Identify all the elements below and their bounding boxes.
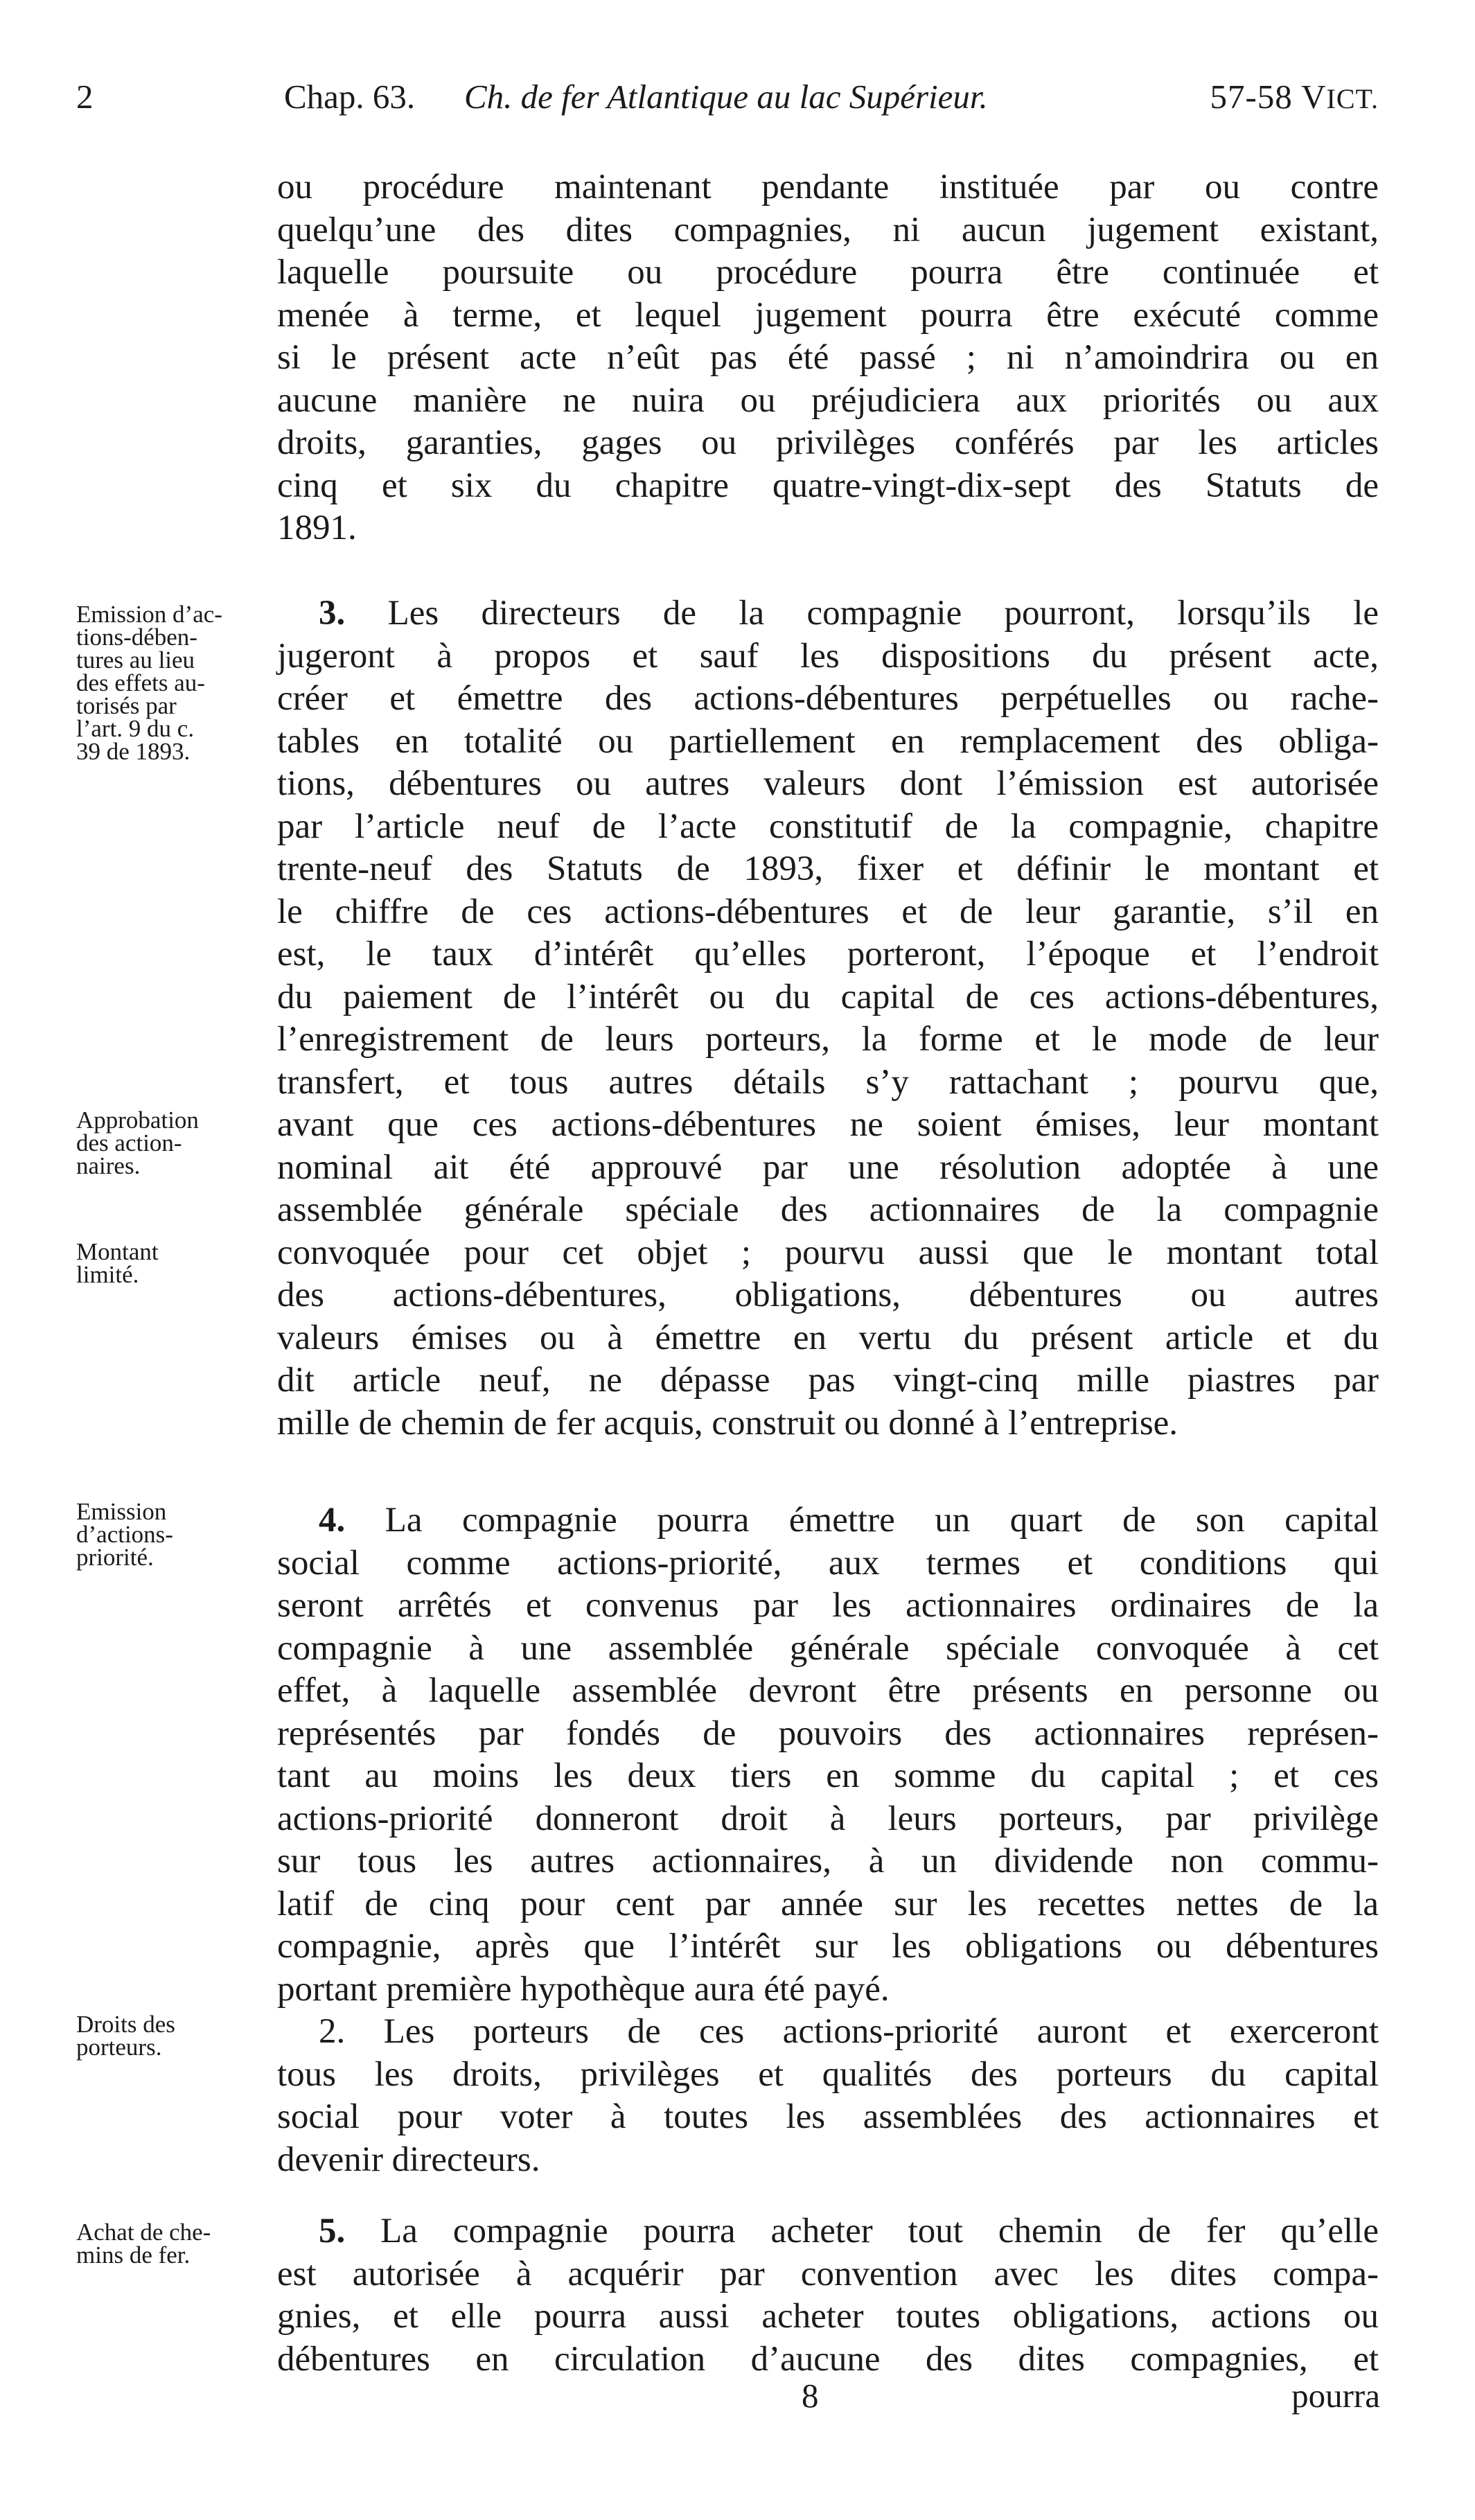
- catchword: pourra: [1291, 2377, 1380, 2415]
- text-line: tant au moins les deux tiers en somme du capital ; et ces: [277, 1756, 1379, 1795]
- text-line: débentures en circulation d’aucune des dites compagnies, et: [277, 2339, 1379, 2379]
- text-line: est autorisée à acquérir par convention avec les dites compa-: [277, 2254, 1379, 2293]
- section-3: [277, 592, 1379, 1445]
- section-number: 5.: [319, 2212, 346, 2250]
- text-line: effet, à laquelle assemblée devront être présents en personne ou: [277, 1671, 1379, 1710]
- text-line: latif de cinq pour cent par année sur les recettes nettes de la: [277, 1884, 1379, 1923]
- text-line: sur tous les autres actionnaires, à un dividende non commu-: [277, 1842, 1379, 1880]
- running-header: [76, 69, 1379, 125]
- text-line: actions-priorité donneront droit à leurs porteurs, par privilège: [277, 1799, 1379, 1838]
- text-line: aucune manière ne nuira ou préjudiciera aux priorités ou aux: [277, 380, 1379, 420]
- signature-mark: 8: [802, 2377, 819, 2415]
- page-number: 2: [76, 78, 94, 116]
- text-line: l’enregistrement de leurs porteurs, la forme et le mode de leur: [277, 1020, 1379, 1059]
- text-line: trente-neuf des Statuts de 1893, fixer et définir le montant et: [277, 849, 1379, 888]
- text-line: par l’article neuf de l’acte constitutif de la compagnie, chapitre: [277, 807, 1379, 846]
- text-line: mille de chemin de fer acquis, construit ou donné à l’entreprise.: [277, 1403, 1178, 1443]
- text-line: social comme actions-priorité, aux termes et conditions qui: [277, 1543, 1379, 1583]
- text-line: dit article neuf, ne dépasse pas vingt-cinq mille piastres par: [277, 1361, 1379, 1400]
- text-line: ou procédure maintenant pendante instituée par ou contre: [277, 168, 1379, 206]
- text-line: compagnie à une assemblée générale spéciale convoquée à cet: [277, 1628, 1379, 1668]
- text-line: représentés par fondés de pouvoirs des actionnaires représen-: [277, 1713, 1379, 1753]
- text-line: assemblée générale spéciale des actionnaires de la compagnie: [277, 1190, 1379, 1229]
- text-line: 1891.: [277, 509, 357, 547]
- text-line: 3. Les directeurs de la compagnie pourront, lorsqu’ils le: [319, 594, 1379, 633]
- chapter-label: Chap. 63.: [284, 78, 416, 116]
- running-title: Ch. de fer Atlantique au lac Supérieur.: [464, 78, 988, 116]
- text-line: compagnie, après que l’intérêt sur les obligations ou débentures: [277, 1927, 1379, 1966]
- text-line: si le présent acte n’eût pas été passé ; ni n’amoindrira ou en: [277, 338, 1379, 377]
- text-line: social pour voter à toutes les assemblées des actionnaires et: [277, 2097, 1379, 2136]
- section-number: 4.: [319, 1501, 346, 1540]
- regnal-year: 57-58 VICT.: [1210, 78, 1379, 116]
- text-line: créer et émettre des actions-débentures perpétuelles ou rache-: [277, 679, 1379, 718]
- text-line: avant que ces actions-débentures ne soient émises, leur montant: [277, 1105, 1379, 1144]
- text-line: 5. La compagnie pourra acheter tout chemin de fer qu’elle: [319, 2212, 1379, 2250]
- marginal-note-achat: Achat de che- mins de fer.: [76, 2219, 211, 2268]
- intro-paragraph: [277, 166, 1379, 550]
- text-line: menée à terme, et lequel jugement pourra être exécuté comme: [277, 295, 1379, 335]
- subsection-2-line: 2. Les porteurs de ces actions-priorité auront et exerceront: [319, 2012, 1379, 2051]
- text-line: 4. La compagnie pourra émettre un quart de son capital: [319, 1501, 1379, 1540]
- section-4: [277, 1499, 1379, 2181]
- text-line: est, le taux d’intérêt qu’elles porteront, l’époque et l’endroit: [277, 935, 1379, 973]
- marginal-note-emission-priorite: Emission d’actions- priorité.: [76, 1498, 173, 1571]
- text-line: laquelle poursuite ou procédure pourra être continuée et: [277, 253, 1379, 292]
- text-line: jugeront à propos et sauf les dispositions du présent acte,: [277, 636, 1379, 676]
- section-5: [277, 2210, 1379, 2381]
- text-line: seront arrêtés et convenus par les actionnaires ordinaires de la: [277, 1586, 1379, 1625]
- text-line: devenir directeurs.: [277, 2140, 540, 2179]
- marginal-note-montant: Montant limité.: [76, 1238, 159, 1288]
- text-line: tions, débentures ou autres valeurs dont l’émission est autorisée: [277, 764, 1379, 803]
- text-line: convoquée pour cet objet ; pourvu aussi que le montant total: [277, 1233, 1379, 1272]
- text-line: des actions-débentures, obligations, débentures ou autres: [277, 1276, 1379, 1314]
- marginal-note-droits: Droits des porteurs.: [76, 2011, 175, 2061]
- text-line: tous les droits, privilèges et qualités des porteurs du capital: [277, 2054, 1379, 2094]
- text-line: nominal ait été approuvé par une résolution adoptée à une: [277, 1147, 1379, 1187]
- marginal-note-approbation: Approbation des action- naires.: [76, 1107, 199, 1179]
- text-line: quelqu’une des dites compagnies, ni aucun jugement existant,: [277, 210, 1379, 249]
- text-line: tables en totalité ou partiellement en remplacement des obliga-: [277, 721, 1379, 761]
- text-line: le chiffre de ces actions-débentures et de leur garantie, s’il en: [277, 892, 1379, 931]
- text-line: portant première hypothèque aura été payé.: [277, 1969, 890, 2009]
- text-line: cinq et six du chapitre quatre-vingt-dix-sept des Statuts de: [277, 466, 1379, 505]
- marginal-note-emission-debentures: Emission d’ac- tions-dében- tures au lieu des effets au- torisés par l’art. 9 du c. 39 de 1893.: [76, 601, 222, 765]
- text-line: droits, garanties, gages ou privilèges conférés par les articles: [277, 423, 1379, 462]
- text-line: valeurs émises ou à émettre en vertu du présent article et du: [277, 1318, 1379, 1357]
- text-line: gnies, et elle pourra aussi acheter toutes obligations, actions ou: [277, 2297, 1379, 2336]
- text-line: transfert, et tous autres détails s’y rattachant ; pourvu que,: [277, 1062, 1379, 1102]
- text-line: du paiement de l’intérêt ou du capital de ces actions-débentures,: [277, 977, 1379, 1016]
- section-number: 3.: [319, 594, 346, 633]
